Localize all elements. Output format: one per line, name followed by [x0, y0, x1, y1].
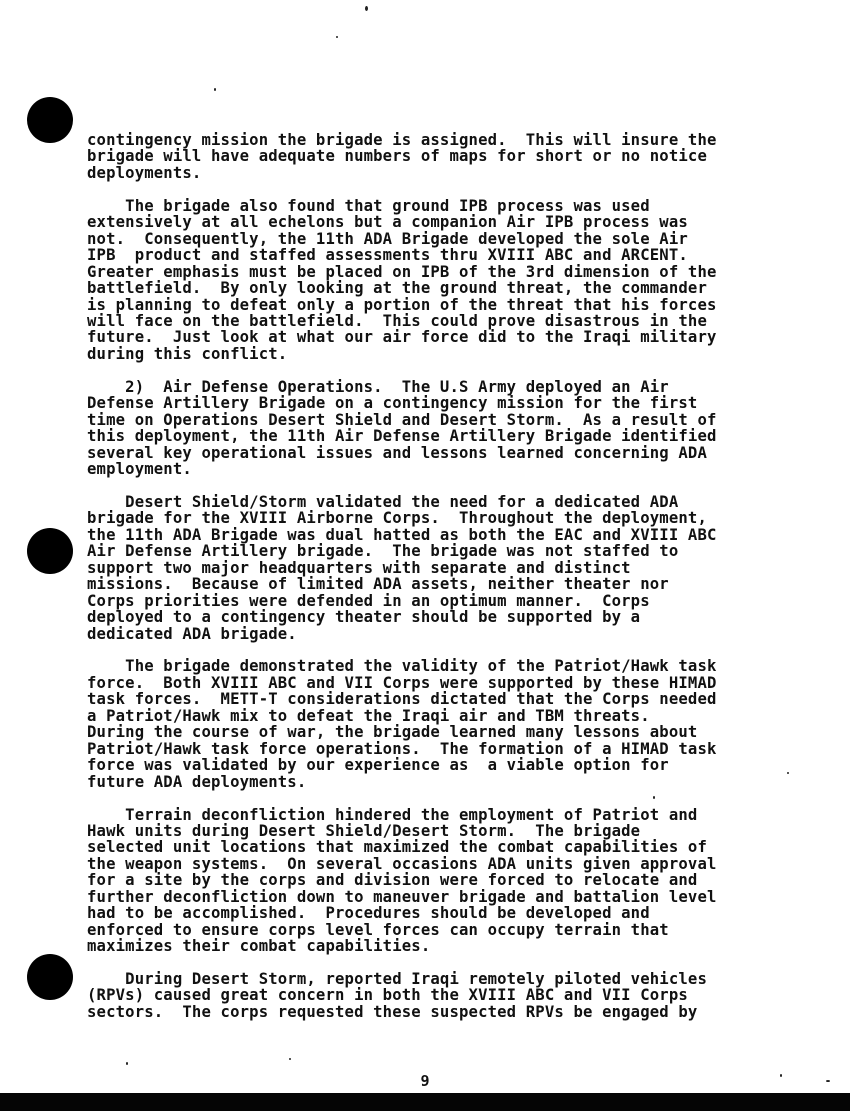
- text-line: during this conflict.: [87, 344, 288, 363]
- paragraph: [87, 494, 767, 642]
- text-line: brigade will have adequate numbers of maps for short or no notice: [87, 147, 707, 166]
- text-line: support two major headquarters with separate and distinct: [87, 558, 631, 577]
- paragraph: [87, 658, 767, 790]
- text-line: deployed to a contingency theater should be supported by a: [87, 608, 641, 627]
- text-line: for a site by the corps and division were forced to relocate and: [87, 871, 698, 890]
- text-line: selected unit locations that maximized the combat capabilities of: [87, 838, 707, 857]
- text-line: Terrain deconfliction hindered the employment of Patriot and: [87, 805, 698, 824]
- text-line: IPB product and staffed assessments thru XVIII ABC and ARCENT.: [87, 246, 688, 265]
- text-line: future ADA deployments.: [87, 772, 307, 791]
- text-line: missions. Because of limited ADA assets, neither theater nor: [87, 575, 669, 594]
- text-line: battlefield. By only looking at the ground threat, the commander: [87, 279, 707, 298]
- text-line: The brigade also found that ground IPB process was used: [87, 196, 650, 215]
- text-line: Hawk units during Desert Shield/Desert Storm. The brigade: [87, 821, 641, 840]
- text-line: dedicated ADA brigade.: [87, 624, 297, 643]
- text-line: time on Operations Desert Shield and Desert Storm. As a result of: [87, 410, 717, 429]
- text-line: Air Defense Artillery brigade. The brigade was not staffed to: [87, 542, 679, 561]
- paragraph: [87, 971, 767, 1020]
- text-line: sectors. The corps requested these suspected RPVs be engaged by: [87, 1002, 698, 1021]
- text-line: Greater emphasis must be placed on IPB of the 3rd dimension of the: [87, 262, 717, 281]
- text-line: Defense Artillery Brigade on a contingency mission for the first: [87, 394, 698, 413]
- text-line: Desert Shield/Storm validated the need for a dedicated ADA: [87, 492, 679, 511]
- page-number: 9: [420, 1072, 430, 1090]
- text-line: further deconfliction down to maneuver brigade and battalion level: [87, 887, 717, 906]
- text-line: the weapon systems. On several occasions ADA units given approval: [87, 854, 717, 873]
- text-line: During Desert Storm, reported Iraqi remotely piloted vehicles: [87, 970, 707, 989]
- text-line: contingency mission the brigade is assigned. This will insure the: [87, 131, 717, 149]
- text-line: had to be accomplished. Procedures should be developed and: [87, 904, 650, 923]
- scan-speck: [787, 772, 789, 774]
- text-line: is planning to defeat only a portion of the threat that his forces: [87, 295, 717, 314]
- text-line: force was validated by our experience as a viable option for: [87, 756, 669, 775]
- scan-speck: [336, 36, 338, 38]
- scan-speck: [126, 1062, 128, 1065]
- scan-speck: [365, 6, 368, 11]
- text-line: future. Just look at what our air force did to the Iraqi military: [87, 328, 717, 347]
- text-line: this deployment, the 11th Air Defense Artillery Brigade identified: [87, 427, 717, 446]
- text-line: The brigade demonstrated the validity of the Patriot/Hawk task: [87, 657, 717, 676]
- text-line: not. Consequently, the 11th ADA Brigade developed the sole Air: [87, 229, 688, 248]
- punch-hole: [27, 528, 73, 574]
- punch-hole: [27, 97, 73, 143]
- paragraph: [87, 198, 767, 363]
- text-line: maximizes their combat capabilities.: [87, 937, 431, 956]
- paragraph: [87, 807, 767, 955]
- text-line: several key operational issues and lessons learned concerning ADA: [87, 443, 707, 462]
- body-text: [87, 132, 767, 1037]
- text-line: extensively at all echelons but a companion Air IPB process was: [87, 213, 688, 232]
- scan-edge: [0, 1093, 850, 1111]
- text-line: employment.: [87, 460, 192, 479]
- text-line: will face on the battlefield. This could prove disastrous in the: [87, 311, 707, 330]
- text-line: the 11th ADA Brigade was dual hatted as both the EAC and XVIII ABC: [87, 525, 717, 544]
- text-line: 2) Air Defense Operations. The U.S Army deployed an Air: [87, 377, 669, 396]
- scan-speck: [289, 1058, 291, 1060]
- text-line: deployments.: [87, 163, 202, 182]
- paragraph: [87, 132, 767, 181]
- punch-hole: [27, 954, 73, 1000]
- text-line: Patriot/Hawk task force operations. The formation of a HIMAD task: [87, 739, 717, 758]
- text-line: During the course of war, the brigade learned many lessons about: [87, 723, 698, 742]
- scan-speck: [214, 88, 216, 91]
- text-line: (RPVs) caused great concern in both the XVIII ABC and VII Corps: [87, 986, 688, 1005]
- text-line: Corps priorities were defended in an optimum manner. Corps: [87, 591, 650, 610]
- text-line: force. Both XVIII ABC and VII Corps were supported by these HIMAD: [87, 673, 717, 692]
- paragraph: [87, 379, 767, 478]
- text-line: brigade for the XVIII Airborne Corps. Throughout the deployment,: [87, 509, 707, 528]
- text-line: a Patriot/Hawk mix to defeat the Iraqi air and TBM threats.: [87, 706, 650, 725]
- text-line: task forces. METT-T considerations dictated that the Corps needed: [87, 690, 717, 709]
- text-line: enforced to ensure corps level forces can occupy terrain that: [87, 920, 669, 939]
